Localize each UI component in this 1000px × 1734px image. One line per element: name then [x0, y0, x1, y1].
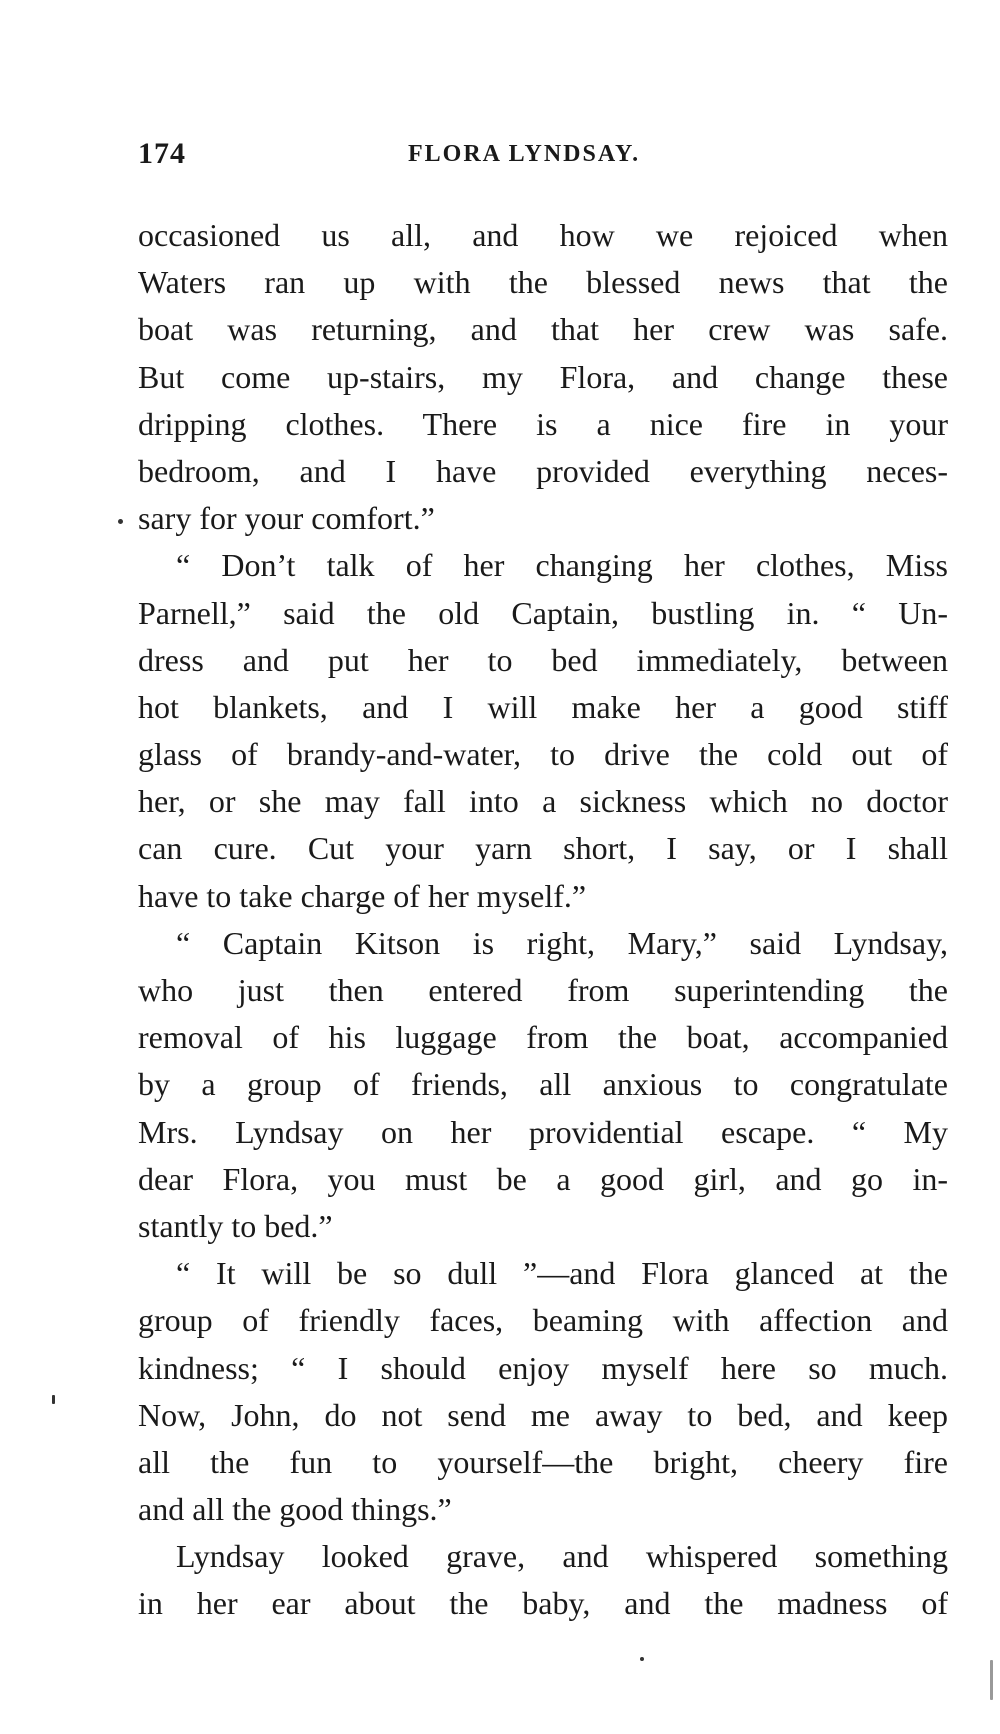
text-line: by a group of friends, all anxious to congratulate	[138, 1066, 948, 1103]
text-line: all the fun to yourself—the bright, cheery fire	[138, 1443, 948, 1480]
text-line: Lyndsay looked grave, and whispered something	[176, 1538, 948, 1575]
text-line: “ Don’t talk of her changing her clothes, Miss	[176, 547, 948, 584]
text-line: Mrs. Lyndsay on her providential escape. “ My	[138, 1113, 948, 1150]
text-line: who just then entered from superintending the	[138, 972, 948, 1008]
text-line: dripping clothes. There is a nice fire in your	[138, 405, 948, 442]
body-text	[138, 212, 948, 1628]
page-header	[138, 137, 948, 177]
text-line: Waters ran up with the blessed news that the	[138, 264, 948, 301]
page-number: 174	[138, 137, 186, 170]
text-line: kindness; “ I should enjoy myself here so much.	[138, 1349, 948, 1386]
text-line: her, or she may fall into a sickness which no doctor	[138, 783, 948, 820]
text-line: “ Captain Kitson is right, Mary,” said Lyndsay,	[176, 924, 948, 961]
text-line: group of friendly faces, beaming with affection and	[138, 1302, 948, 1339]
text-line: But come up-stairs, my Flora, and change these	[138, 358, 948, 395]
text-line: in her ear about the baby, and the madness of	[138, 1585, 948, 1622]
text-line: stantly to bed.”	[138, 1207, 333, 1244]
text-line: bedroom, and I have provided everything neces-	[138, 452, 948, 489]
text-line: dear Flora, you must be a good girl, and go in-	[138, 1160, 948, 1197]
text-line: and all the good things.”	[138, 1491, 452, 1528]
text-line: can cure. Cut your yarn short, I say, or I shall	[138, 830, 948, 867]
text-line: occasioned us all, and how we rejoiced when	[138, 217, 948, 253]
text-line: sary for your comfort.”	[138, 500, 435, 537]
text-line: hot blankets, and I will make her a good stiff	[138, 688, 948, 725]
print-speck	[990, 1660, 993, 1700]
text-line: boat was returning, and that her crew was safe.	[138, 311, 948, 348]
print-speck	[118, 519, 123, 524]
text-line: Now, John, do not send me away to bed, and keep	[138, 1396, 948, 1433]
running-title: FLORA LYNDSAY.	[408, 141, 641, 167]
text-line: Parnell,” said the old Captain, bustling in. “ Un-	[138, 594, 948, 631]
print-speck	[52, 1395, 55, 1404]
text-line: glass of brandy-and-water, to drive the cold out of	[138, 736, 948, 773]
text-line: have to take charge of her myself.”	[138, 877, 587, 914]
text-line: dress and put her to bed immediately, between	[138, 641, 948, 678]
text-line: removal of his luggage from the boat, accompanied	[138, 1019, 948, 1056]
text-line: “ It will be so dull ”—and Flora glanced at the	[176, 1255, 948, 1292]
print-speck	[640, 1657, 644, 1661]
